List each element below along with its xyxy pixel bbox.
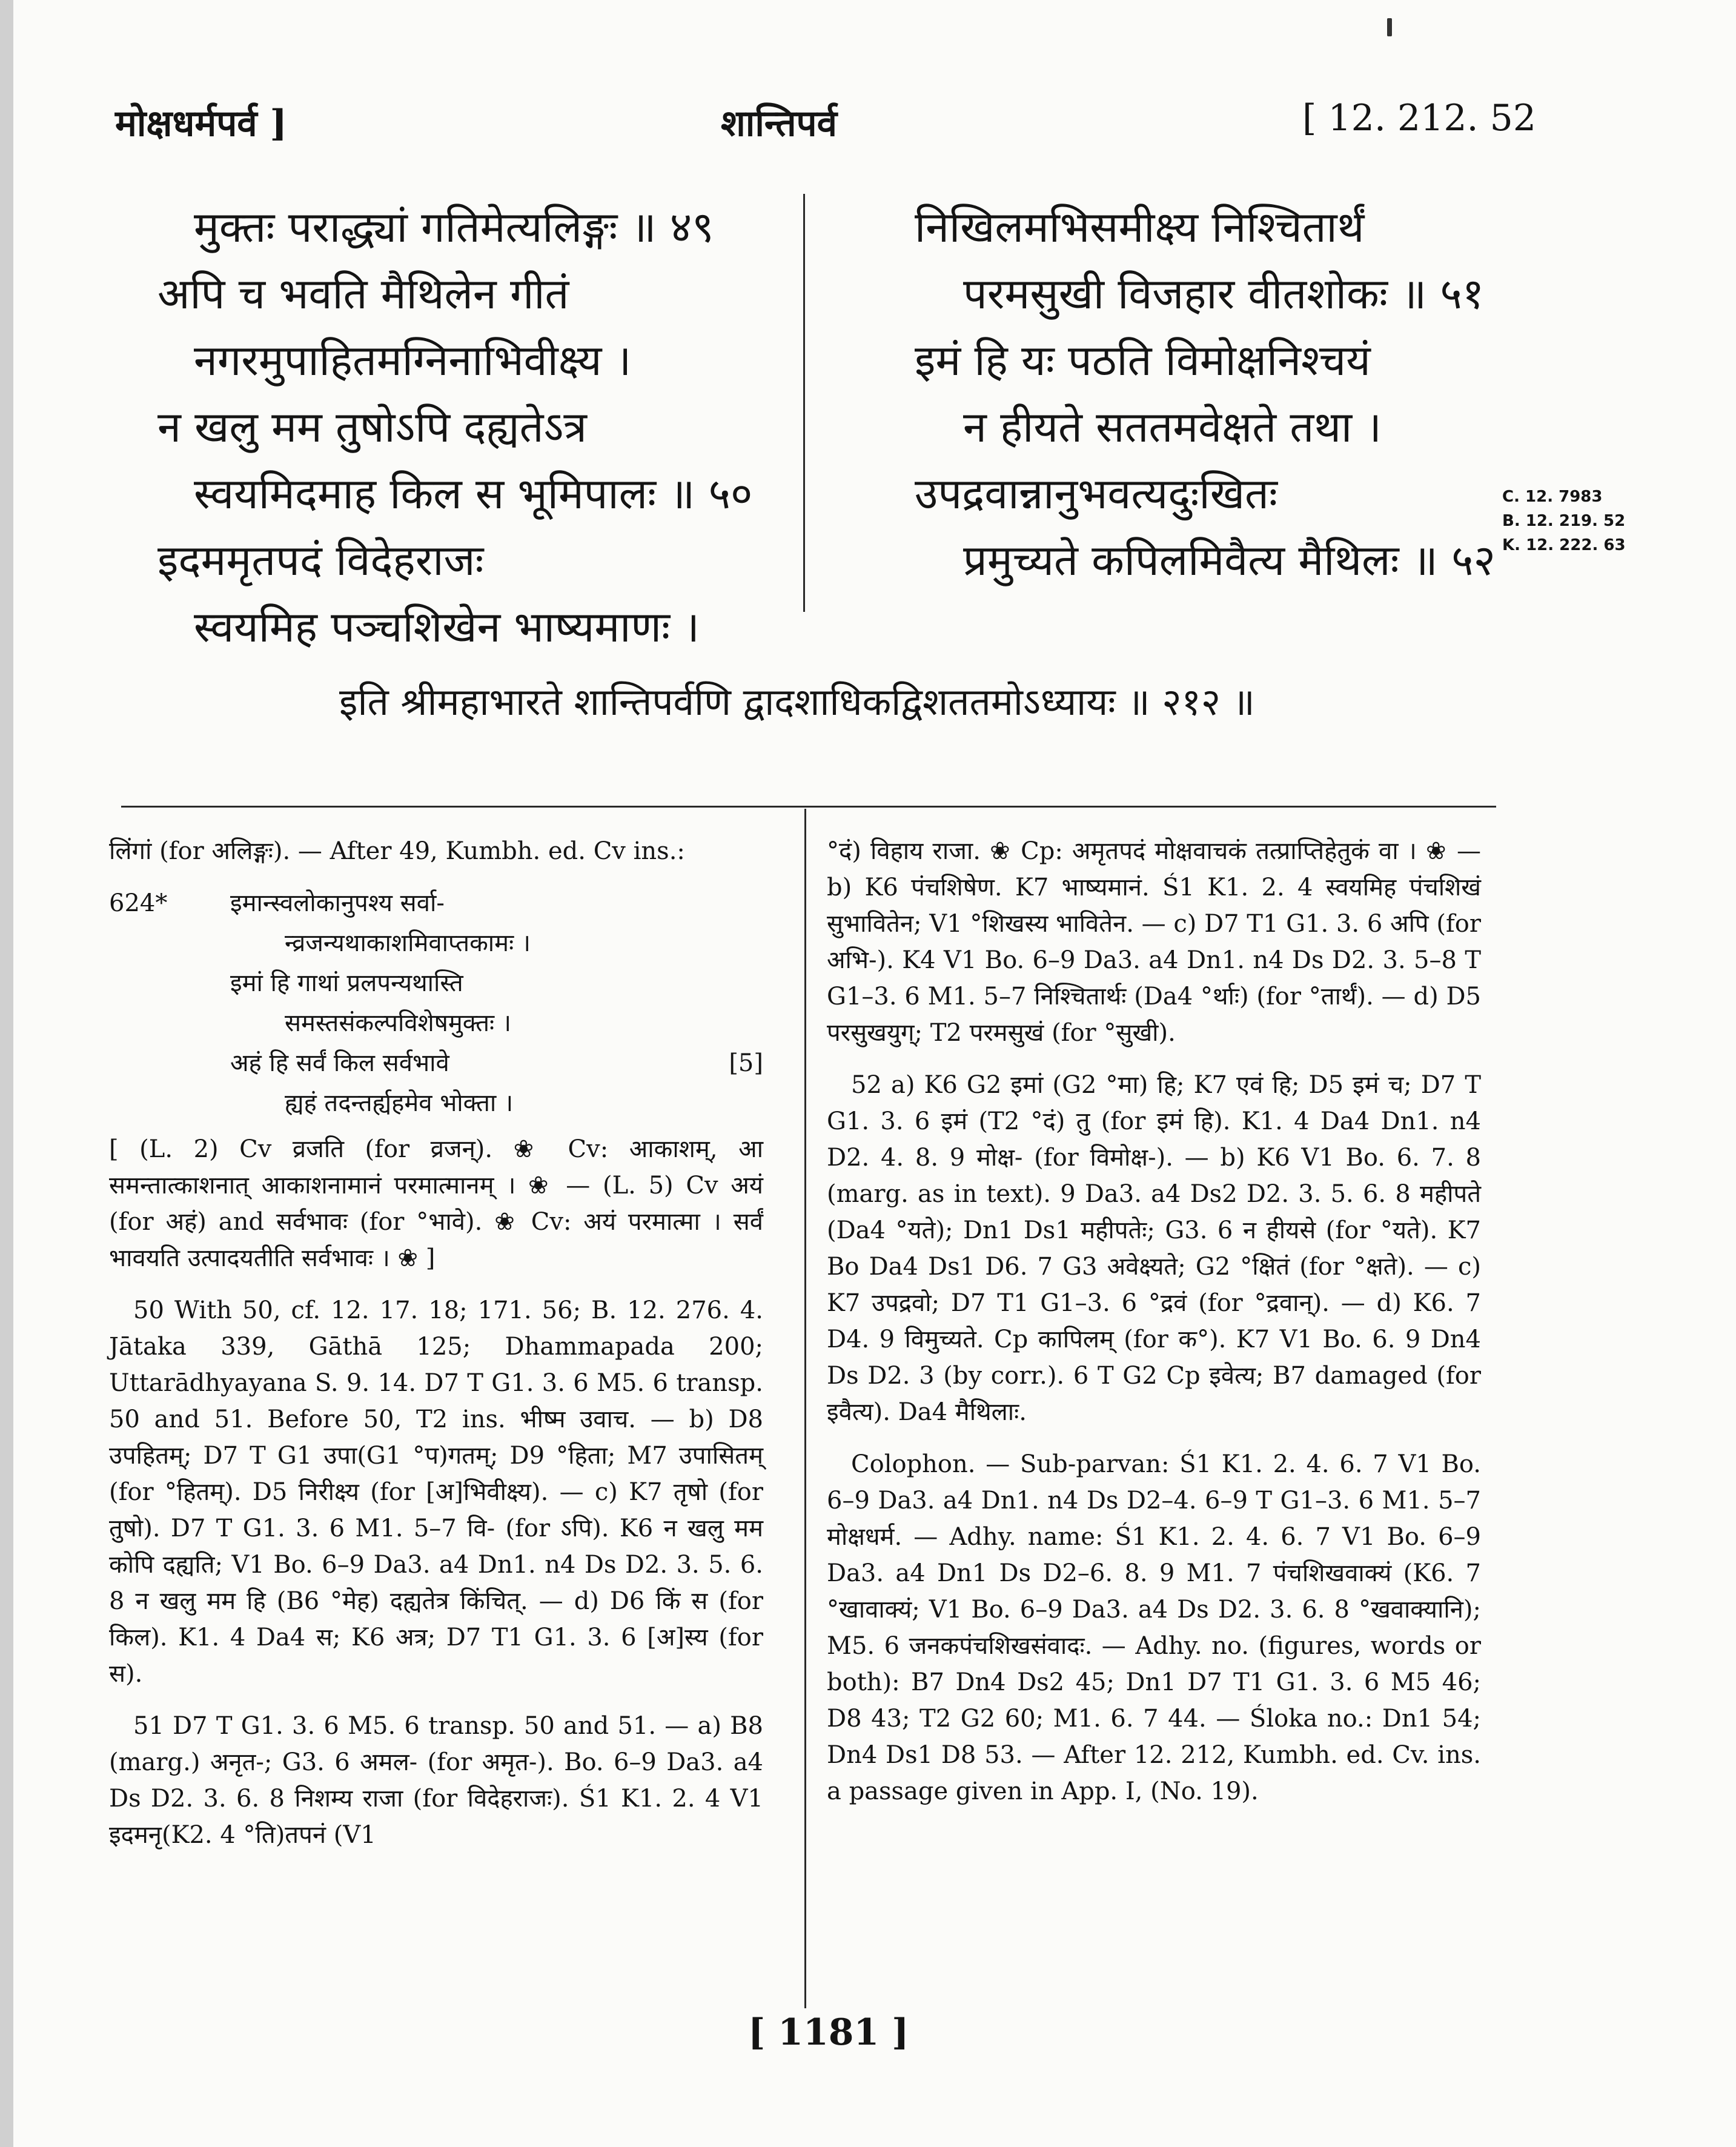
cross-reference: K. 12. 222. 63	[1502, 536, 1626, 554]
page-number: [ 1181 ]	[748, 2011, 909, 2054]
passage-number: 624*	[109, 889, 168, 917]
apparatus-rule	[121, 806, 1496, 808]
scan-mark	[1387, 18, 1392, 36]
apparatus-note: लिंगां (for अलिङ्गः). — After 49, Kumbh. ed. Cv ins.:	[109, 837, 685, 865]
passage-line: समस्तसंकल्पविशेषमुक्तः ।	[285, 1009, 511, 1037]
apparatus-column-right	[827, 833, 1481, 1825]
verse-line: अपि च भवति मैथिलेन गीतं	[157, 269, 569, 319]
verse-line: प्रमुच्यते कपिलमिवैत्य मैथिलः ॥ ५२	[963, 536, 1496, 585]
apparatus-note: °दं) विहाय राजा. ❀ Cp: अमृतपदं मोक्षवाचकं तत्प्राप्तिहेतुकं वा । ❀ — b) K6 पंचशिषेण. K7 भाष्यमानं. Ś1 K1. 2. 4 स्वयमिह पंचशिखं सुभावितेन; V1 °शिखस्य भावितेन. — c) D7 T1 G1. 3. 6 अपि (for अभि-). K4 V1 Bo. 6–9 Da3. a4 Dn1. n4 Ds D2. 3. 5–8 T G1–3. 6 M1. 5–7 निश्चितार्थः (Da4 °र्थाः) (for °तार्थं). — d) D5 परसुखयुग्; T2 परमसुखं (for °सुखी).	[827, 837, 1481, 1047]
apparatus-column-left	[109, 833, 763, 1869]
passage-line: ह्यहं तदन्तर्ह्यहमेव भोक्ता ।	[285, 1089, 514, 1117]
passage-line-marker: [5]	[729, 1049, 763, 1077]
verse-line: इमं हि यः पठति विमोक्षनिश्चयं	[915, 336, 1371, 385]
verse-line: परमसुखी विजहार वीतशोकः ॥ ५१	[963, 269, 1485, 319]
running-header-reference: [ 12. 212. 52	[1302, 97, 1536, 139]
verse-line: स्वयमिदमाह किल स भूमिपालः ॥ ५०	[194, 469, 753, 519]
passage-line: न्व्रजन्यथाकाशमिवाप्तकामः ।	[285, 929, 531, 957]
passage-line: इमां हि गाथां प्रलपन्यथास्ति	[230, 969, 463, 997]
apparatus-note: Colophon. — Sub-parvan: Ś1 K1. 2. 4. 6. 7 V1 Bo. 6–9 Da3. a4 Dn1. n4 Ds D2–4. 6–9 T G1–3. 6 M1. 5–7 मोक्षधर्म. — Adhy. name: Ś1 K1. 2. 4. 6. 7 V1 Bo. 6–9 Da3. a4 Dn1 Ds D2–6. 8. 9 M1. 7 पंचशिखवाक्यं (K6. 7 °खावाक्यं; V1 Bo. 6–9 Da3. a4 Ds D2. 3. 6. 8 °खवाक्यानि); M5. 6 जनकपंचशिखसंवादः. — Adhy. no. (figures, words or both): B7 Dn4 Ds2 45; Dn1 D7 T1 G1. 3. 6 M5 46; D8 43; T2 G2 60; M1. 6. 7 44. — Śloka no.: Dn1 54; Dn4 Ds1 D8 53. — After 12. 212, Kumbh. ed. Cv. ins. a passage given in App. I, (No. 19).	[827, 1450, 1481, 1805]
apparatus-note: [ (L. 2) Cv व्रजति (for व्रजन्). ❀ Cv: आकाशम्, आ समन्तात्काशनात् आकाशनामानं परमात्मानम् । ❀ — (L. 5) Cv अयं (for अहं) and सर्वभावः (for °भावे). ❀ Cv: अयं परमात्मा । सर्वं भावयति उत्पादयतीति सर्वभावः । ❀ ]	[109, 1135, 763, 1272]
verse-line: इदममृतपदं विदेहराजः	[157, 536, 484, 585]
verse-line: निखिलमभिसमीक्ष्य निश्चितार्थं	[915, 202, 1365, 252]
inserted-passage	[109, 885, 763, 1125]
apparatus-note: 51 D7 T G1. 3. 6 M5. 6 transp. 50 and 51. — a) B8 (marg.) अनृत-; G3. 6 अमल- (for अमृत-). Bo. 6–9 Da3. a4 Ds D2. 3. 6. 8 निशम्य राजा (for विदेहराजः). Ś1 K1. 2. 4 V1 इदमनृ(K2. 4 °ति)तपनं (V1	[109, 1712, 763, 1849]
passage-line: इमान्स्वलोकानुपश्य सर्वा-	[230, 889, 445, 917]
apparatus-note: 50 With 50, cf. 12. 17. 18; 171. 56; B. 12. 276. 4. Jātaka 339, Gāthā 125; Dhammapada 200; Uttarādhyayana S. 9. 14. D7 T G1. 3. 6 M5. 6 transp. 50 and 51. Before 50, T2 ins. भीष्म उवाच. — b) D8 उपहितम्; D7 T G1 उपा(G1 °प)गतम्; D9 °हिता; M7 उपासितम् (for °हितम्). D5 निरीक्ष्य (for [अ]भिवीक्ष्य). — c) K7 तृषो (for तुषो). D7 T G1. 3. 6 M1. 5–7 वि- (for ऽपि). K6 न खलु मम कोपि दह्यति; V1 Bo. 6–9 Da3. a4 Dn1. n4 Ds D2. 3. 5. 6. 8 न खलु मम हि (B6 °मेह) दह्यतेत्र किंचित्. — d) D6 किं स (for किल). K1. 4 Da4 स; K6 अत्र; D7 T1 G1. 3. 6 [अ]स्य (for स).	[109, 1296, 763, 1688]
running-header-left: मोक्षधर्मपर्व ]	[115, 102, 287, 145]
verse-line: मुक्तः पराद्ध्यां गतिमेत्यलिङ्गः ॥ ४९	[194, 202, 714, 252]
cross-reference: C. 12. 7983	[1502, 488, 1603, 506]
running-header-title: शान्तिपर्व	[721, 102, 837, 145]
verse-column-right	[915, 194, 1496, 594]
verse-column-divider	[803, 194, 805, 612]
verse-line: स्वयमिह पञ्चशिखेन भाष्यमाणः ।	[194, 602, 700, 652]
verse-column-left	[157, 194, 753, 660]
cross-reference: B. 12. 219. 52	[1502, 512, 1626, 530]
verse-line: न खलु मम तुषोऽपि दह्यतेऽत्र	[157, 402, 587, 452]
verse-line: नगरमुपाहितमग्निनाभिवीक्ष्य ।	[194, 336, 632, 385]
apparatus-note: 52 a) K6 G2 इमां (G2 °मा) हि; K7 एवं हि; D5 इमं च; D7 T G1. 3. 6 इमं (T2 °दं) तु (for इमं हि). K1. 4 Da4 Dn1. n4 D2. 4. 8. 9 मोक्ष- (for विमोक्ष-). — b) K6 V1 Bo. 6. 7. 8 (marg. as in text). 9 Da3. a4 Ds2 D2. 3. 5. 6. 8 महीपते (Da4 °यते); Dn1 Ds1 महीपतेः; G3. 6 न हीयसे (for °यते). K7 Bo Da4 Ds1 D6. 7 G3 अवेक्ष्यते; G2 °क्षितं (for °क्षते). — c) K7 उपद्रवो; D7 T1 G1–3. 6 °द्रवं (for °द्रवान्). — d) K6. 7 D4. 9 विमुच्यते. Cp कापिलम् (for क°). K7 V1 Bo. 6. 9 Dn4 Ds D2. 3 (by corr.). 6 T G2 Cp इवेत्य; B7 damaged (for इवैत्य). Da4 मैथिलाः.	[827, 1071, 1481, 1426]
verse-line: उपद्रवान्नानुभवत्यदुःखितः	[915, 469, 1277, 519]
verse-line: न हीयते सततमवेक्षते तथा ।	[963, 402, 1382, 452]
apparatus-column-divider	[804, 809, 806, 2008]
chapter-colophon: इति श्रीमहाभारते शान्तिपर्वणि द्वादशाधिकद्विशततमोऽध्यायः ॥ २१२ ॥	[339, 680, 1255, 724]
cross-references	[1502, 485, 1626, 557]
scan-edge	[0, 0, 13, 2147]
passage-line: अहं हि सर्वं किल सर्वभावे	[230, 1049, 449, 1077]
